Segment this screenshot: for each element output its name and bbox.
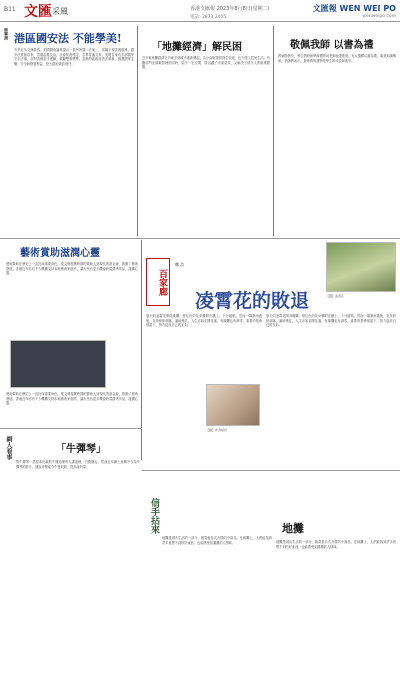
body-a6: 對牛彈琴一語原本比喻對不懂道理的人講道理，白費唇舌。然而近年網上流傳不少為牛彈琴的影片，據說音樂能令牛隻放鬆，提高產奶量。	[16, 460, 140, 469]
divider	[142, 470, 400, 471]
body-a7-1: 地攤是城市生活的一部分，販賣著各式各樣的小商品。在地攤上，人們能找到許多意想不到的好東西，也能感受到濃濃的人情味。	[162, 536, 272, 545]
issue-date: 香港文匯報 2023年8月8日(星期二)	[190, 6, 270, 12]
caption-2: 【圖】作者提供	[206, 428, 228, 432]
body-a2: 近年來地攤經濟在內地多個城市重新興起，為小商販提供謀生渠道，也方便了居民生活。有關部門在規範管理的同時，給予一定空間，既活躍了市面氣氛，又解決了部分人的就業問題。	[142, 56, 270, 70]
section-name: 采風	[52, 7, 68, 16]
photo-kids	[206, 384, 260, 426]
headline-a1: 港區國安法 不能學美!	[14, 32, 122, 45]
brand: 文匯報 WEN WEI PO	[312, 4, 396, 13]
body-a4: 藝術贊助在歷史上一直扮演重要角色，從文藝復興時期的贊助人到現代的基金會，推動了藝術發展。香港近年亦有不少機構支持本地藝術家創作，讓市民有更多機會欣賞優秀作品，滋潤心靈。	[6, 262, 138, 276]
body-a1: 中美近年交鋒激烈，美國國會議員提出一系列所謂「法案」，試圖干預香港事務，國安法實施以來，香港由亂及治，社會恢復穩定，各界普遍支持。美國自身有多部國家安全法律，卻對香港指手畫腳，實屬雙重標準。香港特區政府依法辦事，維護國家主權、安全和發展利益，是天經地義的責任。	[14, 48, 134, 66]
body-a4-cont: 藝術贊助在歷史上一直扮演重要角色，從文藝復興時期的贊助人到現代的基金會，推動了藝術發展。香港近年亦有不少機構支持本地藝術家創作，讓市民有更多機會欣賞優秀作品，滋潤心靈。	[6, 392, 138, 406]
author: 鄭 浩	[175, 262, 185, 267]
photo-flower	[326, 242, 396, 292]
photo-art	[10, 340, 106, 388]
body-a7-2: 地攤是城市生活的一部分，販賣著各式各樣的小商品。在地攤上，人們能找到許多意想不到的好東西，也能感受到濃濃的人情味。	[276, 540, 396, 549]
logo: 文匯	[24, 4, 52, 20]
feature-body-2: 夏天的凌霄花開得燦爛，橙紅色的花朵攀附在牆上，十分搶眼。然而一場暴雨過後，花朵紛紛凋落，滿地殘紅。人生亦如花開花落，有燦爛也有凋零，重要的是珍惜當下，努力綻放自己的光彩。	[266, 314, 396, 328]
headline-a4: 藝術賞助滋潤心靈	[20, 248, 100, 259]
divider	[273, 26, 274, 236]
body-a3: 教師節將至，學生們紛紛準備禮物向老師表達敬意。有人選擇以書為禮，寓意知識傳承。老師們表示，最珍貴的禮物是學生的成長和進步。	[278, 54, 396, 63]
feature-headline: 凌霄花的敗退	[195, 290, 310, 312]
headline-a3: 敬佩我師 以書為禮	[290, 40, 374, 51]
column-tag-a7: 信手拈來	[149, 498, 159, 534]
column-stamp: 百家廊	[146, 258, 170, 306]
divider	[0, 238, 400, 239]
website: wenweipo.com	[362, 14, 396, 19]
divider	[137, 26, 138, 236]
page-header	[0, 0, 400, 22]
headline-a2: 「地攤經濟」解民困	[152, 42, 242, 53]
caption-1: 【圖】凌霄花	[326, 294, 345, 298]
column-tag-a1: 翠華洞	[4, 28, 9, 40]
phone: 電話: 2873 2405	[190, 15, 227, 20]
headline-a6: 「牛彈琴」	[56, 444, 106, 455]
divider	[0, 428, 142, 429]
divider	[141, 240, 142, 460]
page-number: B11	[4, 6, 16, 13]
feature-body-1: 夏天的凌霄花開得燦爛，橙紅色的花朵攀附在牆上，十分搶眼。然而一場暴雨過後，花朵紛紛凋落，滿地殘紅。人生亦如花開花落，有燦爛也有凋零，重要的是珍惜當下，努力綻放自己的光彩。	[146, 314, 262, 328]
headline-a7: 地攤	[282, 522, 304, 535]
column-tag-a6: 網人看事	[5, 436, 12, 460]
